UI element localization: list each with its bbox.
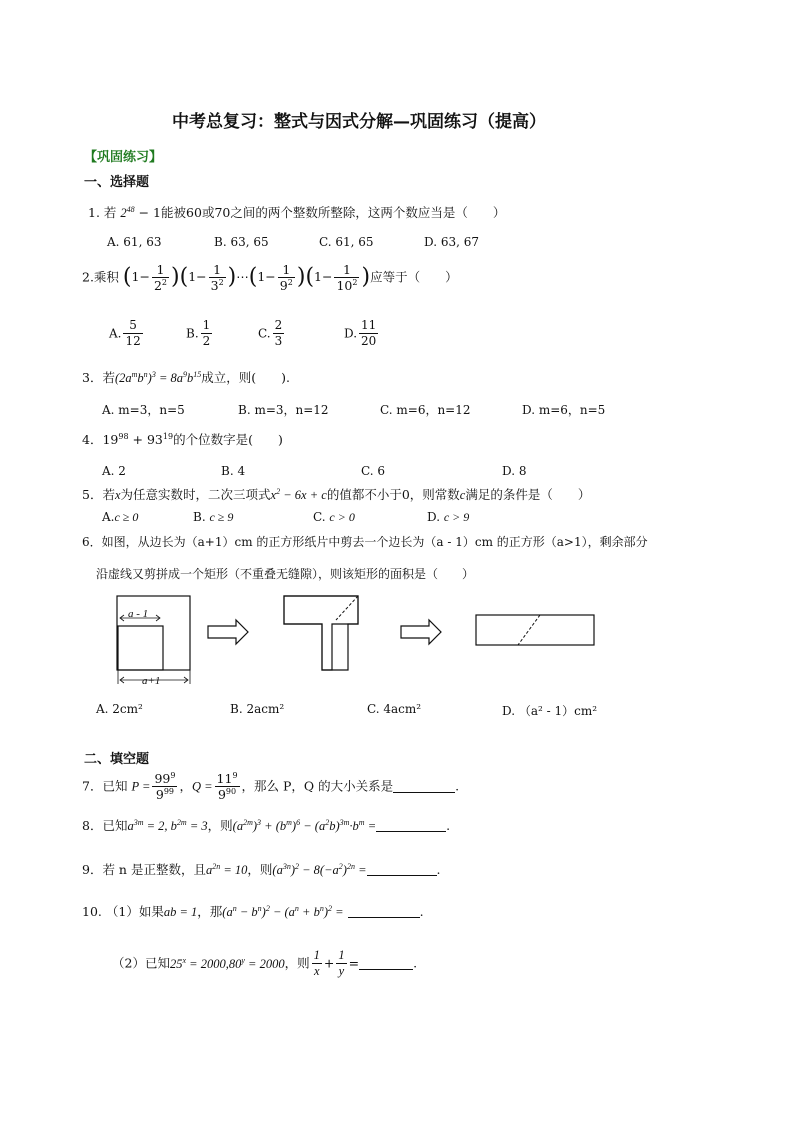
q6-option-b: B. 2acm² (230, 702, 285, 716)
q6-option-a: A. 2cm² (96, 702, 143, 716)
rect-dashed-cut (518, 615, 540, 645)
q5-option-d: D. c > 9 (427, 510, 470, 524)
q4-option-c: C. 6 (361, 464, 386, 478)
q1-option-a: A. 61, 63 (107, 235, 162, 249)
page-title: 中考总复习：整式与因式分解—巩固练习（提高） (172, 112, 546, 132)
q6-option-d: D. （a² - 1）cm² (502, 704, 598, 718)
question-10-part-2: （2）已知$25^x = 2000,80^y = 2000$，则 $\frac{1}{x}$ + $\frac{1}{y}$ = . (112, 948, 418, 978)
question-10-part-1: 10. （1）如果ab = 1，那$(a^n - b^n)^2 - (a^n + b^n)^2$ = . (82, 904, 424, 919)
q2-option-c: C. $\frac{2}{3}$ (258, 318, 283, 348)
q3-option-d: D. m=6，n=5 (522, 403, 606, 417)
q4-option-a: A. 2 (102, 464, 126, 478)
q5-option-c: C. c > 0 (313, 510, 355, 524)
q2-option-d: D. $\frac{11}{20}$ (344, 318, 377, 348)
result-rectangle (476, 615, 594, 645)
q6-option-c: C. 4acm² (367, 702, 422, 716)
question-9: 9．若 n 是正整数，且$a^{2n} = 10$，则$(a^{3n})^2 - 8(-a^2)^{2n}$ = . (82, 862, 441, 877)
question-1: 1. 若 $2^{48} - 1$能被60或70之间的两个整数所整除，这两个数应当是（ ） (88, 205, 506, 220)
q1-option-b: B. 63, 65 (214, 235, 269, 249)
arrow-1 (208, 620, 248, 644)
q3-option-b: B. m=3，n=12 (238, 403, 329, 417)
question-4: 4．$19^{98} + 93^{19}$的个位数字是( ) (82, 432, 283, 447)
question-2: 2.乘积 (1− $\frac{1}{2^2}$ )(1− $\frac{1}{3^2}$ )⋯(1− $\frac{1}{9^2}$ )(1− $\frac{1}{10^2}$ )应等于（ ） (82, 262, 458, 293)
q2-option-b: B. $\frac{1}{2}$ (186, 318, 211, 348)
l-shape (284, 596, 358, 670)
section-tag: 【巩固练习】 (84, 150, 163, 165)
question-6-line-1: 6．如图，从边长为（a+1）cm 的正方形纸片中剪去一个边长为（a - 1）cm 的正方形（a>1），剩余部分 (82, 535, 648, 549)
q5-option-a: A.c ≥ 0 (102, 510, 139, 524)
section-heading-choice: 一、选择题 (84, 175, 150, 190)
q5-option-b: B. c ≥ 9 (193, 510, 234, 524)
q3-option-a: A. m=3，n=5 (102, 403, 185, 417)
q1-option-c: C. 61, 65 (319, 235, 374, 249)
q1-option-d: D. 63, 67 (424, 235, 479, 249)
q3-option-c: C. m=6，n=12 (380, 403, 471, 417)
label-a-plus-1: a+1 (142, 675, 161, 687)
l-dashed-cut (336, 596, 358, 620)
question-8: 8．已知$a^{3m} = 2$, $b^{2m} = 3$，则$(a^{2m})^3 + (b^m)^6 - (a^2b)^{3m}\cdot b^m$ = . (82, 818, 451, 833)
section-heading-fill: 二、填空题 (84, 752, 150, 767)
question-7: 7．已知 P = $\frac{99^9}{9^{99}}$ ，Q = $\frac{11^9}{9^{90}}$ ，那么 P，Q 的大小关系是 . (82, 771, 460, 802)
question-5: 5．若x为任意实数时，二次三项式$x^2 - 6x + c$的值都不小于0，则常数c满足的条件是（ ） (82, 487, 591, 502)
q4-option-b: B. 4 (221, 464, 246, 478)
label-a-minus-1: a - 1 (128, 608, 149, 620)
q6-figure (110, 592, 630, 692)
q2-option-a: A. $\frac{5}{12}$ (109, 318, 141, 348)
question-6-line-2: 沿虚线又剪拼成一个矩形（不重叠无缝隙），则该矩形的面积是（ ） (96, 567, 475, 581)
arrow-2 (401, 620, 441, 644)
question-3: 3．若$(2a^mb^n)^3 = 8a^9b^{15}$成立，则( ). (82, 370, 290, 385)
q4-option-d: D. 8 (502, 464, 527, 478)
cut-square (118, 626, 163, 670)
